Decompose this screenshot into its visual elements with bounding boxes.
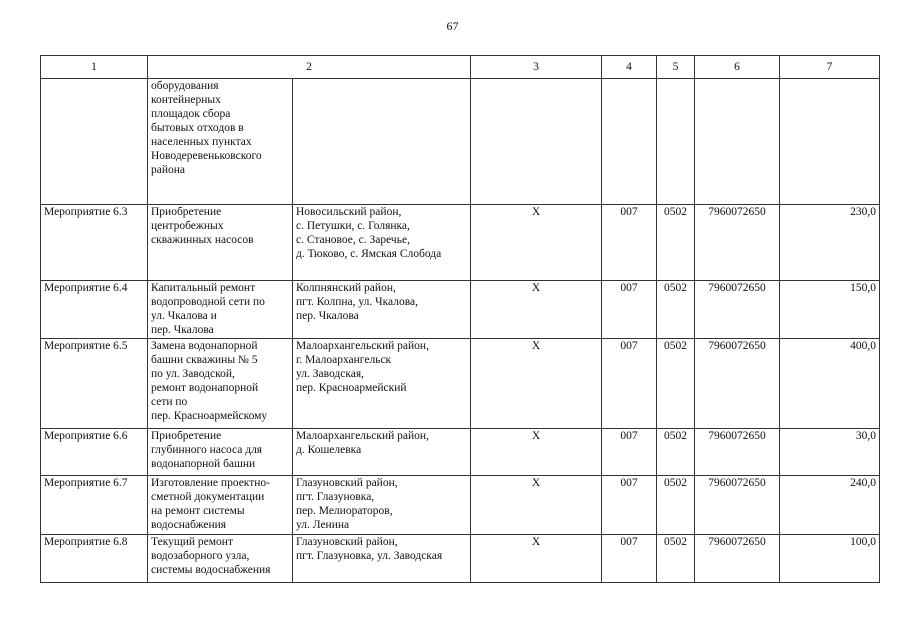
text-line: района bbox=[151, 164, 186, 176]
amount-cell: 400,0 bbox=[780, 339, 880, 429]
budget-table bbox=[40, 55, 880, 583]
col3-cell: Х bbox=[471, 535, 602, 583]
text-line: д. Кошелевка bbox=[296, 444, 362, 456]
header-col-2: 2 bbox=[148, 56, 471, 79]
code-cell: 7960072650 bbox=[695, 339, 780, 429]
col4-cell: 007 bbox=[602, 535, 657, 583]
measure-name-cell bbox=[148, 339, 293, 429]
measure-id-cell: Мероприятие 6.8 bbox=[41, 535, 148, 583]
measure-id-cell: Мероприятие 6.7 bbox=[41, 476, 148, 535]
text-line: Глазуновский район, bbox=[296, 536, 398, 548]
text-line: с. Петушки, с. Голянка, bbox=[296, 220, 410, 232]
continuation-name-cell bbox=[148, 79, 293, 205]
col4-cell: 007 bbox=[602, 339, 657, 429]
measure-location-cell bbox=[293, 476, 471, 535]
measure-location-cell bbox=[293, 281, 471, 339]
measure-name-cell bbox=[148, 205, 293, 281]
col3-cell: Х bbox=[471, 205, 602, 281]
text-line: с. Становое, с. Заречье, bbox=[296, 234, 410, 246]
text-line: водопроводной сети по bbox=[151, 296, 265, 308]
col4-cell: 007 bbox=[602, 205, 657, 281]
text-line: по ул. Заводской, bbox=[151, 368, 235, 380]
text-line: пер. Мелиораторов, bbox=[296, 505, 393, 517]
text-line: глубинного насоса для bbox=[151, 444, 263, 456]
text-line: башни скважины № 5 bbox=[151, 354, 258, 366]
text-line: на ремонт системы bbox=[151, 505, 245, 517]
text-line: пгт. Глазуновка, bbox=[296, 491, 375, 503]
text-line: Замена водонапорной bbox=[151, 340, 258, 352]
header-col-7: 7 bbox=[780, 56, 880, 79]
measure-id-cell: Мероприятие 6.3 bbox=[41, 205, 148, 281]
text-line: водонапорной башни bbox=[151, 458, 256, 470]
table-row bbox=[41, 429, 880, 476]
col3-cell: Х bbox=[471, 429, 602, 476]
continuation-location-cell bbox=[293, 79, 471, 205]
text-line: ул. Заводская, bbox=[296, 368, 365, 380]
measure-id-cell: Мероприятие 6.6 bbox=[41, 429, 148, 476]
code-cell: 7960072650 bbox=[695, 281, 780, 339]
text-line: системы водоснабжения bbox=[151, 564, 271, 576]
col5-cell: 0502 bbox=[657, 339, 695, 429]
header-row bbox=[41, 56, 880, 79]
col3-cell: Х bbox=[471, 339, 602, 429]
code-cell: 7960072650 bbox=[695, 476, 780, 535]
code-cell: 7960072650 bbox=[695, 535, 780, 583]
text-line: населенных пунктах bbox=[151, 136, 252, 148]
col5-cell: 0502 bbox=[657, 535, 695, 583]
header-col-6: 6 bbox=[695, 56, 780, 79]
text-line: Приобретение bbox=[151, 206, 222, 218]
text-line: скважинных насосов bbox=[151, 234, 254, 246]
continuation-col6-cell bbox=[695, 79, 780, 205]
text-line: центробежных bbox=[151, 220, 224, 232]
text-line: Колпнянский район, bbox=[296, 282, 396, 294]
table-row bbox=[41, 476, 880, 535]
measure-name-cell bbox=[148, 429, 293, 476]
table-row bbox=[41, 205, 880, 281]
header-col-5: 5 bbox=[657, 56, 695, 79]
continuation-id-cell bbox=[41, 79, 148, 205]
text-line: пер. Красноармейскому bbox=[151, 410, 268, 422]
amount-cell: 30,0 bbox=[780, 429, 880, 476]
measure-location-cell bbox=[293, 339, 471, 429]
text-line: д. Тюково, с. Ямская Слобода bbox=[296, 248, 442, 260]
measure-location-cell bbox=[293, 429, 471, 476]
header-col-1: 1 bbox=[41, 56, 148, 79]
text-line: пер. Чкалова bbox=[296, 310, 359, 322]
continuation-col7-cell bbox=[780, 79, 880, 205]
text-line: Новодеревеньковского bbox=[151, 150, 262, 162]
text-line: пгт. Глазуновка, ул. Заводская bbox=[296, 550, 443, 562]
amount-cell: 100,0 bbox=[780, 535, 880, 583]
text-line: Капитальный ремонт bbox=[151, 282, 256, 294]
header-col-4: 4 bbox=[602, 56, 657, 79]
measure-location-cell bbox=[293, 205, 471, 281]
col3-cell: Х bbox=[471, 281, 602, 339]
text-line: г. Малоархангельск bbox=[296, 354, 392, 366]
text-line: ул. Чкалова и bbox=[151, 310, 217, 322]
measure-name-cell bbox=[148, 281, 293, 339]
text-line: ул. Ленина bbox=[296, 519, 350, 531]
text-line: Малоархангельский район, bbox=[296, 430, 429, 442]
col4-cell: 007 bbox=[602, 429, 657, 476]
measure-name-cell bbox=[148, 476, 293, 535]
text-line: пер. Чкалова bbox=[151, 324, 214, 336]
text-line: бытовых отходов в bbox=[151, 122, 244, 134]
code-cell: 7960072650 bbox=[695, 205, 780, 281]
col4-cell: 007 bbox=[602, 476, 657, 535]
measure-location-cell bbox=[293, 535, 471, 583]
col3-cell: Х bbox=[471, 476, 602, 535]
measure-id-cell: Мероприятие 6.4 bbox=[41, 281, 148, 339]
table-row bbox=[41, 339, 880, 429]
text-line: пер. Красноармейский bbox=[296, 382, 407, 394]
text-line: Изготовление проектно- bbox=[151, 477, 271, 489]
text-line: сметной документации bbox=[151, 491, 265, 503]
text-line: Текущий ремонт bbox=[151, 536, 233, 548]
col5-cell: 0502 bbox=[657, 205, 695, 281]
text-line: Приобретение bbox=[151, 430, 222, 442]
measure-name-cell bbox=[148, 535, 293, 583]
col5-cell: 0502 bbox=[657, 281, 695, 339]
col4-cell: 007 bbox=[602, 281, 657, 339]
continuation-col4-cell bbox=[602, 79, 657, 205]
continuation-col5-cell bbox=[657, 79, 695, 205]
amount-cell: 230,0 bbox=[780, 205, 880, 281]
text-line: пгт. Колпна, ул. Чкалова, bbox=[296, 296, 418, 308]
table-row bbox=[41, 535, 880, 583]
col5-cell: 0502 bbox=[657, 476, 695, 535]
text-line: сети по bbox=[151, 396, 188, 408]
table-row bbox=[41, 281, 880, 339]
measure-id-cell: Мероприятие 6.5 bbox=[41, 339, 148, 429]
text-line: оборудования bbox=[151, 80, 219, 92]
page-number: 67 bbox=[446, 19, 459, 33]
text-line: контейнерных bbox=[151, 94, 221, 106]
amount-cell: 150,0 bbox=[780, 281, 880, 339]
col5-cell: 0502 bbox=[657, 429, 695, 476]
continuation-row bbox=[41, 79, 880, 205]
continuation-col3-cell bbox=[471, 79, 602, 205]
text-line: водозаборного узла, bbox=[151, 550, 250, 562]
header-col-3: 3 bbox=[471, 56, 602, 79]
text-line: площадок сбора bbox=[151, 108, 231, 120]
text-line: Новосильский район, bbox=[296, 206, 402, 218]
text-line: Малоархангельский район, bbox=[296, 340, 429, 352]
text-line: Глазуновский район, bbox=[296, 477, 398, 489]
code-cell: 7960072650 bbox=[695, 429, 780, 476]
text-line: ремонт водонапорной bbox=[151, 382, 259, 394]
text-line: водоснабжения bbox=[151, 519, 227, 531]
amount-cell: 240,0 bbox=[780, 476, 880, 535]
